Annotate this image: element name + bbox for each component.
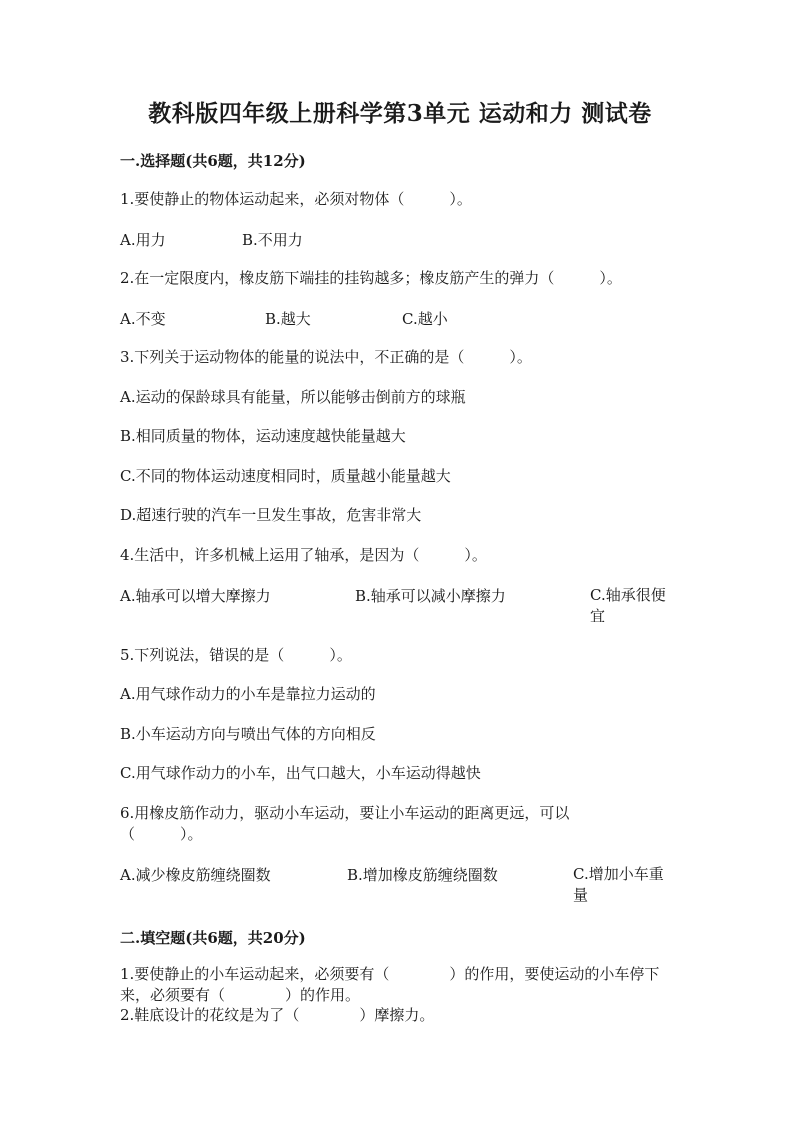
- option-text: D.超速行驶的汽车一旦发生事故，危害非常大: [120, 506, 422, 524]
- option-text: C.轴承很便宜: [590, 586, 666, 625]
- exam-title: 教科版四年级上册科学第3单元 运动和力 测试卷: [148, 100, 652, 127]
- section-heading-choice: 一.选择题(共6题，共12分): [120, 152, 306, 170]
- question-stem: 1.要使静止的物体运动起来，必须对物体（ ）。: [120, 190, 472, 208]
- option-text: A.用力: [120, 231, 166, 249]
- option-text: A.用气球作动力的小车是靠拉力运动的: [120, 685, 376, 703]
- question-stem: 4.生活中，许多机械上运用了轴承，是因为（ ）。: [120, 546, 487, 564]
- question-stem: 3.下列关于运动物体的能量的说法中，不正确的是（ ）。: [120, 348, 532, 366]
- option-text: C.用气球作动力的小车，出气口越大，小车运动得越快: [120, 764, 481, 782]
- option-text: A.运动的保龄球具有能量，所以能够击倒前方的球瓶: [120, 388, 466, 406]
- option-text: B.小车运动方向与喷出气体的方向相反: [120, 725, 376, 743]
- section-heading-fill: 二.填空题(共6题，共20分): [120, 929, 306, 947]
- fill-question: 2.鞋底设计的花纹是为了（ ）摩擦力。: [120, 1006, 435, 1024]
- option-text: B.增加橡皮筋缠绕圈数: [347, 866, 498, 884]
- option-text: A.轴承可以增大摩擦力: [120, 587, 271, 605]
- option-text: A.不变: [120, 310, 166, 328]
- option-text: B.不用力: [242, 231, 303, 249]
- option-text: B.越大: [265, 310, 311, 328]
- option-text: A.减少橡皮筋缠绕圈数: [120, 866, 271, 884]
- question-stem: 2.在一定限度内，橡皮筋下端挂的挂钩越多；橡皮筋产生的弹力（ ）。: [120, 269, 622, 287]
- option-text: C.不同的物体运动速度相同时，质量越小能量越大: [120, 467, 451, 485]
- option-text: B.轴承可以减小摩擦力: [355, 587, 506, 605]
- fill-question: 1.要使静止的小车运动起来，必须要有（ ）的作用，要使运动的小车停下来，必须要有（ ）的作用。: [120, 965, 660, 1004]
- question-stem: 6.用橡皮筋作动力，驱动小车运动，要让小车运动的距离更远，可以（ ）。: [120, 804, 570, 843]
- question-stem: 5.下列说法，错误的是（ ）。: [120, 646, 352, 664]
- option-text: C.越小: [402, 310, 448, 328]
- option-text: C.增加小车重量: [573, 865, 664, 904]
- option-text: B.相同质量的物体，运动速度越快能量越大: [120, 427, 406, 445]
